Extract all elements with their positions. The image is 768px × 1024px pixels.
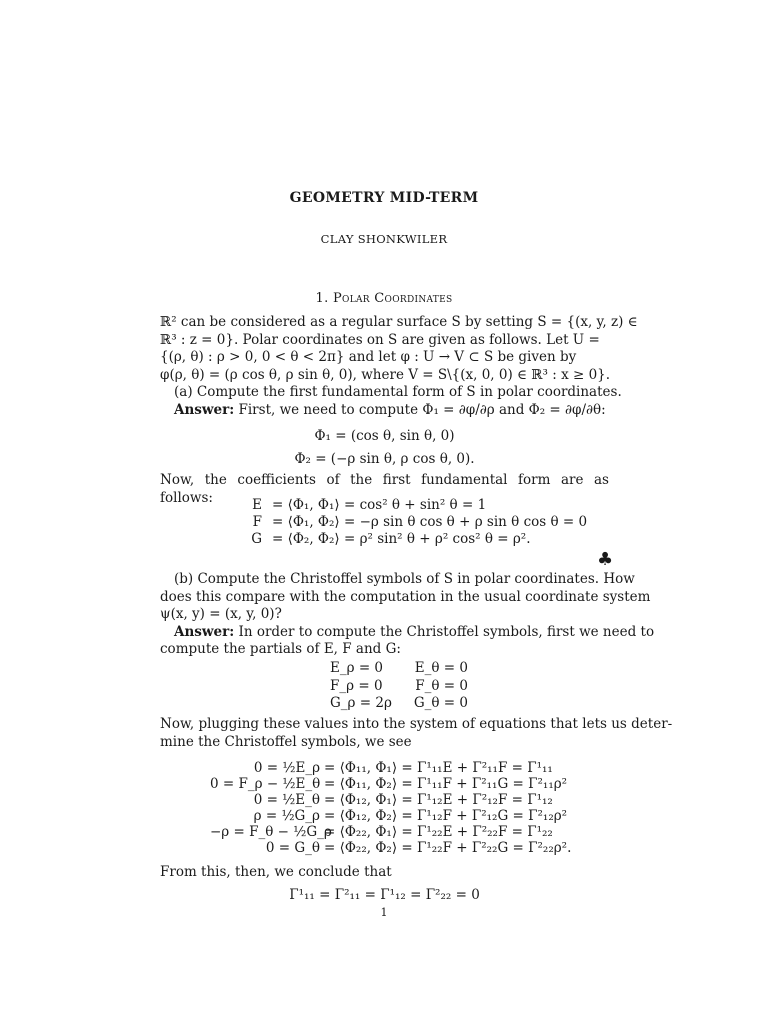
first-fundamental-form-equations [240,497,587,548]
partial-derivatives-table [330,660,468,713]
part-a-question: (a) Compute the first fundamental form of S in polar coordinates. [174,384,622,401]
answer-label: Answer: [174,401,235,418]
answer-a-text: First, we need to compute Φ₁ = ∂φ/∂ρ and Φ₂ = ∂φ/∂θ: [238,401,606,418]
page-number: 1 [380,906,388,919]
system-row: ρ = ½G_ρ = ⟨Φ₁₂, Φ₂⟩ = Γ¹₁₂F + Γ²₁₂G = Γ²₁₂ρ² [253,808,568,824]
answer-label: Answer: [174,623,235,640]
christoffel-system-equations [210,760,571,856]
conclusion-text: From this, then, we conclude that [160,864,392,880]
end-of-proof-club-icon: ♣ [597,549,614,570]
partials-row: F_ρ = 0 F_θ = 0 [330,677,468,694]
system-row: −ρ = F_θ − ½G_ρ= ⟨Φ₂₂, Φ₁⟩ = Γ¹₂₂E + Γ²₂₂F = Γ¹₂₂ [210,824,553,840]
part-b-question: (b) Compute the Christoffel symbols of S in polar coordinates. How does this compare with the computation in the usual coordinate system ψ(x, y) = (x, y, 0)? Answer: In order to compute the Christoffel symbols, first we need to compute the partials of E, F and G: [160,571,655,658]
plugging-paragraph: Now, plugging these values into the system of equations that lets us deter- mine the Christoffel symbols, we see [160,716,673,750]
coefficients-intro: Now, the coefficients of the first fundamental form are as follows: [160,472,609,506]
system-row: 0 = ½E_ρ = ⟨Φ₁₁, Φ₁⟩ = Γ¹₁₁E + Γ²₁₁F = Γ¹₁₁ [253,760,553,776]
partials-row: E_ρ = 0 E_θ = 0 [330,660,468,676]
phi2-equation: Φ₂ = (−ρ sin θ, ρ cos θ, 0). [294,451,475,467]
intro-line: φ(ρ, θ) = (ρ cos θ, ρ sin θ, 0), where V = S\{(x, 0, 0) ∈ ℝ³ : x ≥ 0}. [160,366,611,383]
system-row: 0 = ½E_θ = ⟨Φ₁₂, Φ₁⟩ = Γ¹₁₂E + Γ²₁₂F = Γ¹₁₂ [253,792,553,808]
section-heading: 1. Polar Coordinates [315,291,453,306]
fff-row-g: G = ⟨Φ₂, Φ₂⟩ = ρ² sin² θ + ρ² cos² θ = ρ². [251,531,531,547]
intro-paragraph [160,314,638,420]
system-row: 0 = G_θ = ⟨Φ₂₂, Φ₂⟩ = Γ¹₂₂F + Γ²₂₂G = Γ²₂₂ρ². [265,840,572,856]
document-title: GEOMETRY MID-TERM [289,190,479,206]
intro-line: ℝ² can be considered as a regular surface S by setting S = {(x, y, z) ∈ [160,314,638,330]
intro-line: ℝ³ : z = 0}. Polar coordinates on S are given as follows. Let U = [160,331,600,348]
author-name: CLAY SHONKWILER [320,232,448,246]
intro-line: {(ρ, θ) : ρ > 0, 0 < θ < 2π} and let φ : U → V ⊂ S be given by [160,349,577,366]
final-equation: Γ¹₁₁ = Γ²₁₁ = Γ¹₁₂ = Γ²₂₂ = 0 [289,887,480,903]
system-row: 0 = F_ρ − ½E_θ = ⟨Φ₁₁, Φ₂⟩ = Γ¹₁₁F + Γ²₁₁G = Γ²₁₁ρ² [210,776,568,792]
fff-row-e: E = ⟨Φ₁, Φ₁⟩ = cos² θ + sin² θ = 1 [252,497,487,513]
partials-row: G_ρ = 2ρ G_θ = 0 [330,695,468,711]
fff-row-f: F = ⟨Φ₁, Φ₂⟩ = −ρ sin θ cos θ + ρ sin θ cos θ = 0 [252,514,588,530]
phi1-equation: Φ₁ = (cos θ, sin θ, 0) [314,428,455,444]
answer-a-line [160,402,609,420]
answer-b-line: Answer: In order to compute the Christoffel symbols, first we need to [174,623,655,640]
